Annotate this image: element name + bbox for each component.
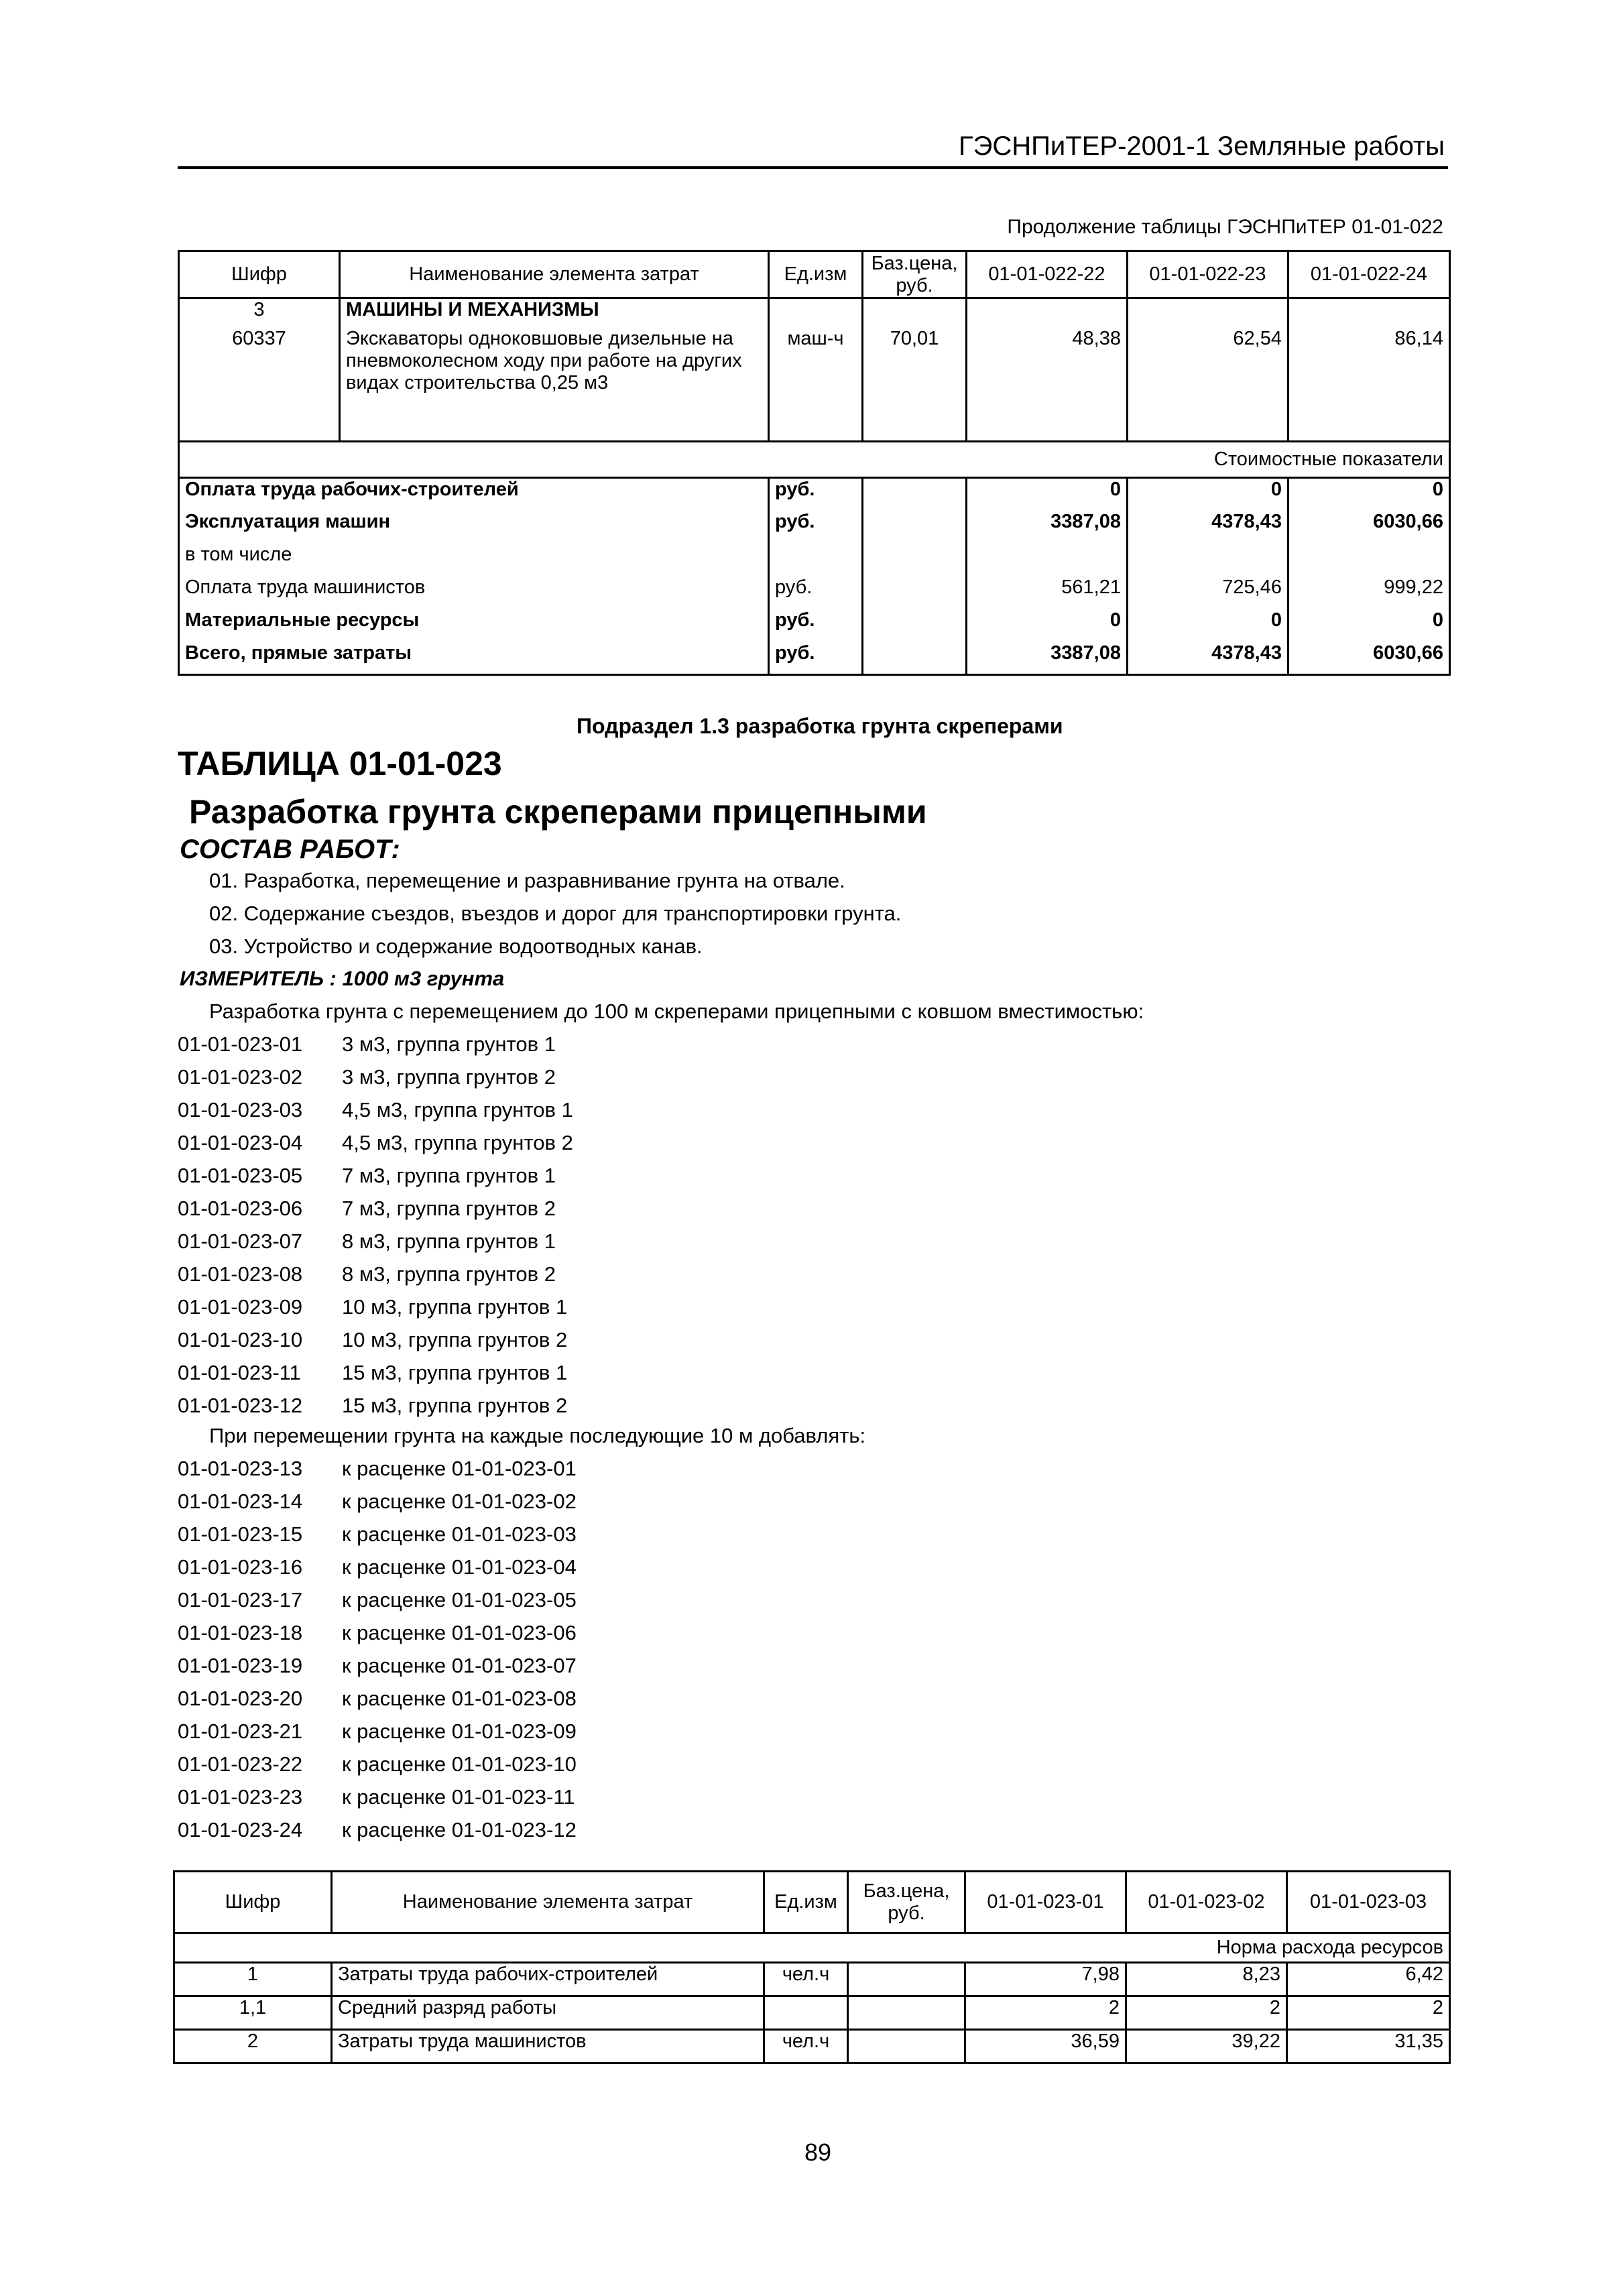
item-code: 01-01-023-01 <box>178 1032 303 1056</box>
item-code: 01-01-023-11 <box>178 1361 301 1384</box>
resource-value: 62,54 <box>1128 328 1288 442</box>
cost-value: 3387,08 <box>967 642 1128 675</box>
th-name: Наименование элемента затрат <box>332 1872 764 1933</box>
item-desc: к расценке 01-01-023-01 <box>342 1457 577 1480</box>
cost-value <box>967 544 1128 577</box>
norm-price <box>848 1963 965 1996</box>
norm-header-row <box>174 1933 1450 1963</box>
norm-price <box>848 1996 965 2030</box>
th-price: Баз.цена, руб. <box>848 1872 965 1933</box>
item-desc: 10 м3, группа грунтов 2 <box>342 1328 568 1351</box>
item-desc: к расценке 01-01-023-06 <box>342 1621 577 1644</box>
item-desc: к расценке 01-01-023-03 <box>342 1522 577 1546</box>
cost-value <box>1128 544 1288 577</box>
norm-value: 2 <box>965 1996 1126 2030</box>
item-desc: к расценке 01-01-023-07 <box>342 1654 577 1677</box>
norm-value: 2 <box>1287 1996 1450 2030</box>
cost-value: 561,21 <box>967 577 1128 609</box>
th-col2: 01-01-023-02 <box>1126 1872 1287 1933</box>
item-code: 01-01-023-23 <box>178 1785 303 1809</box>
item-code: 01-01-023-21 <box>178 1719 303 1743</box>
th-code: Шифр <box>174 1872 332 1933</box>
item-desc: 7 м3, группа грунтов 1 <box>342 1164 556 1187</box>
work-item: 03. Устройство и содержание водоотводных канав. <box>209 934 703 958</box>
th-col1: 01-01-023-01 <box>965 1872 1126 1933</box>
norm-value: 7,98 <box>965 1963 1126 1996</box>
item-code: 01-01-023-04 <box>178 1131 303 1154</box>
cost-row <box>179 577 1450 609</box>
th-col2: 01-01-022-23 <box>1128 251 1288 298</box>
norm-value: 36,59 <box>965 2030 1126 2063</box>
cost-value: 725,46 <box>1128 577 1288 609</box>
item-code: 01-01-023-06 <box>178 1197 303 1220</box>
resource-value: 86,14 <box>1288 328 1450 442</box>
item-desc: 7 м3, группа грунтов 2 <box>342 1197 556 1220</box>
item-code: 01-01-023-19 <box>178 1654 303 1677</box>
cost-label: Материальные ресурсы <box>179 609 769 642</box>
th-col3: 01-01-022-24 <box>1288 251 1450 298</box>
th-price: Баз.цена, руб. <box>863 251 967 298</box>
item-code: 01-01-023-24 <box>178 1818 303 1841</box>
item-desc: к расценке 01-01-023-02 <box>342 1490 577 1513</box>
item-code: 01-01-023-17 <box>178 1588 303 1612</box>
resource-name: Экскаваторы одноковшовые дизельные на пневмоколесном ходу при работе на других видах строительства 0,25 м3 <box>340 328 769 442</box>
header-rule <box>178 166 1448 169</box>
cost-label: Оплата труда машинистов <box>179 577 769 609</box>
item-desc: к расценке 01-01-023-10 <box>342 1752 577 1776</box>
cost-value: 3387,08 <box>967 511 1128 544</box>
norm-value: 2 <box>1126 1996 1287 2030</box>
norm-price <box>848 2030 965 2063</box>
section-name: МАШИНЫ И МЕХАНИЗМЫ <box>340 298 769 328</box>
norm-row <box>174 2030 1450 2063</box>
work-item: 01. Разработка, перемещение и разравнивание грунта на отвале. <box>209 869 845 892</box>
item-desc: 8 м3, группа грунтов 1 <box>342 1229 556 1253</box>
cost-table-01-01-022 <box>178 250 1451 676</box>
running-header: ГЭСНПиТЕР-2001-1 Земляные работы <box>959 131 1445 161</box>
th-name: Наименование элемента затрат <box>340 251 769 298</box>
section-code: 3 <box>179 298 340 328</box>
resource-table-01-01-023 <box>173 1870 1451 2064</box>
items-intro: При перемещении грунта на каждые последующие 10 м добавлять: <box>209 1424 866 1447</box>
item-code: 01-01-023-20 <box>178 1687 303 1710</box>
work-item: 02. Содержание съездов, въездов и дорог для транспортировки грунта. <box>209 902 902 925</box>
item-code: 01-01-023-18 <box>178 1621 303 1644</box>
norm-name: Затраты труда рабочих-строителей <box>332 1963 764 1996</box>
work-composition-heading: СОСТАВ РАБОТ: <box>180 835 400 864</box>
cost-value: 6030,66 <box>1288 511 1450 544</box>
th-code: Шифр <box>179 251 340 298</box>
table2-header-row <box>174 1872 1450 1933</box>
resource-value: 48,38 <box>967 328 1128 442</box>
cost-row <box>179 478 1450 511</box>
item-code: 01-01-023-09 <box>178 1295 303 1319</box>
cost-value: 0 <box>967 478 1128 511</box>
resource-row <box>179 328 1450 442</box>
th-unit: Ед.изм <box>764 1872 848 1933</box>
norm-code: 1,1 <box>174 1996 332 2030</box>
item-code: 01-01-023-12 <box>178 1394 303 1417</box>
norm-header: Норма расхода ресурсов <box>174 1933 1450 1963</box>
cost-unit: руб. <box>769 642 863 675</box>
cost-label: Оплата труда рабочих-строителей <box>179 478 769 511</box>
th-unit: Ед.изм <box>769 251 863 298</box>
norm-unit: чел.ч <box>764 1963 848 1996</box>
cost-label: Эксплуатация машин <box>179 511 769 544</box>
norm-row <box>174 1996 1450 2030</box>
item-desc: 4,5 м3, группа грунтов 2 <box>342 1131 573 1154</box>
cost-header-row <box>179 442 1450 478</box>
cost-label: в том числе <box>179 544 769 577</box>
item-desc: 8 м3, группа грунтов 2 <box>342 1262 556 1286</box>
item-desc: 4,5 м3, группа грунтов 1 <box>342 1098 573 1122</box>
section-row <box>179 298 1450 328</box>
item-code: 01-01-023-08 <box>178 1262 303 1286</box>
resource-code: 60337 <box>179 328 340 442</box>
cost-value: 4378,43 <box>1128 642 1288 675</box>
resource-unit: маш-ч <box>769 328 863 442</box>
table1-header-row <box>179 251 1450 298</box>
norm-row <box>174 1963 1450 1996</box>
th-col1: 01-01-022-22 <box>967 251 1128 298</box>
item-code: 01-01-023-22 <box>178 1752 303 1776</box>
cost-value: 4378,43 <box>1128 511 1288 544</box>
norm-value: 8,23 <box>1126 1963 1287 1996</box>
norm-name: Средний разряд работы <box>332 1996 764 2030</box>
item-desc: 15 м3, группа грунтов 1 <box>342 1361 568 1384</box>
norm-code: 2 <box>174 2030 332 2063</box>
cost-row <box>179 511 1450 544</box>
cost-unit: руб. <box>769 511 863 544</box>
item-code: 01-01-023-03 <box>178 1098 303 1122</box>
cost-unit <box>769 544 863 577</box>
cost-row <box>179 544 1450 577</box>
norm-name: Затраты труда машинистов <box>332 2030 764 2063</box>
cost-value: 0 <box>1128 609 1288 642</box>
item-code: 01-01-023-05 <box>178 1164 303 1187</box>
table-continuation-caption: Продолжение таблицы ГЭСНПиТЕР 01-01-022 <box>1007 216 1443 238</box>
cost-value: 0 <box>1128 478 1288 511</box>
item-code: 01-01-023-15 <box>178 1522 303 1546</box>
norm-unit <box>764 1996 848 2030</box>
table-title: ТАБЛИЦА 01-01-023 <box>178 745 502 782</box>
item-code: 01-01-023-13 <box>178 1457 303 1480</box>
cost-row <box>179 642 1450 675</box>
item-code: 01-01-023-02 <box>178 1065 303 1089</box>
item-desc: к расценке 01-01-023-04 <box>342 1555 577 1579</box>
item-code: 01-01-023-07 <box>178 1229 303 1253</box>
cost-unit: руб. <box>769 478 863 511</box>
norm-value: 31,35 <box>1287 2030 1450 2063</box>
cost-row <box>179 609 1450 642</box>
page-number: 89 <box>804 2138 832 2166</box>
th-col3: 01-01-023-03 <box>1287 1872 1450 1933</box>
item-desc: к расценке 01-01-023-05 <box>342 1588 577 1612</box>
cost-unit: руб. <box>769 577 863 609</box>
cost-value: 0 <box>967 609 1128 642</box>
item-desc: 3 м3, группа грунтов 2 <box>342 1065 556 1089</box>
cost-value: 0 <box>1288 609 1450 642</box>
item-desc: к расценке 01-01-023-08 <box>342 1687 577 1710</box>
item-desc: к расценке 01-01-023-09 <box>342 1719 577 1743</box>
cost-value: 999,22 <box>1288 577 1450 609</box>
item-code: 01-01-023-14 <box>178 1490 303 1513</box>
cost-value <box>1288 544 1450 577</box>
section-title: Разработка грунта скреперами прицепными <box>189 793 927 831</box>
item-desc: к расценке 01-01-023-11 <box>342 1785 575 1809</box>
norm-code: 1 <box>174 1963 332 1996</box>
item-code: 01-01-023-16 <box>178 1555 303 1579</box>
norm-unit: чел.ч <box>764 2030 848 2063</box>
item-code: 01-01-023-10 <box>178 1328 303 1351</box>
measurement-unit: ИЗМЕРИТЕЛЬ : 1000 м3 грунта <box>180 967 505 990</box>
items-intro: Разработка грунта с перемещением до 100 м скреперами прицепными с ковшом вместимостью: <box>209 1000 1144 1023</box>
cost-label: Всего, прямые затраты <box>179 642 769 675</box>
cost-value: 6030,66 <box>1288 642 1450 675</box>
item-desc: 10 м3, группа грунтов 1 <box>342 1295 568 1319</box>
item-desc: 15 м3, группа грунтов 2 <box>342 1394 568 1417</box>
norm-value: 6,42 <box>1287 1963 1450 1996</box>
resource-price: 70,01 <box>863 328 967 442</box>
norm-value: 39,22 <box>1126 2030 1287 2063</box>
cost-header: Стоимостные показатели <box>179 442 1450 478</box>
cost-unit: руб. <box>769 609 863 642</box>
item-desc: к расценке 01-01-023-12 <box>342 1818 577 1841</box>
cost-value: 0 <box>1288 478 1450 511</box>
item-desc: 3 м3, группа грунтов 1 <box>342 1032 556 1056</box>
subsection-heading: Подраздел 1.3 разработка грунта скреперами <box>577 714 1063 738</box>
